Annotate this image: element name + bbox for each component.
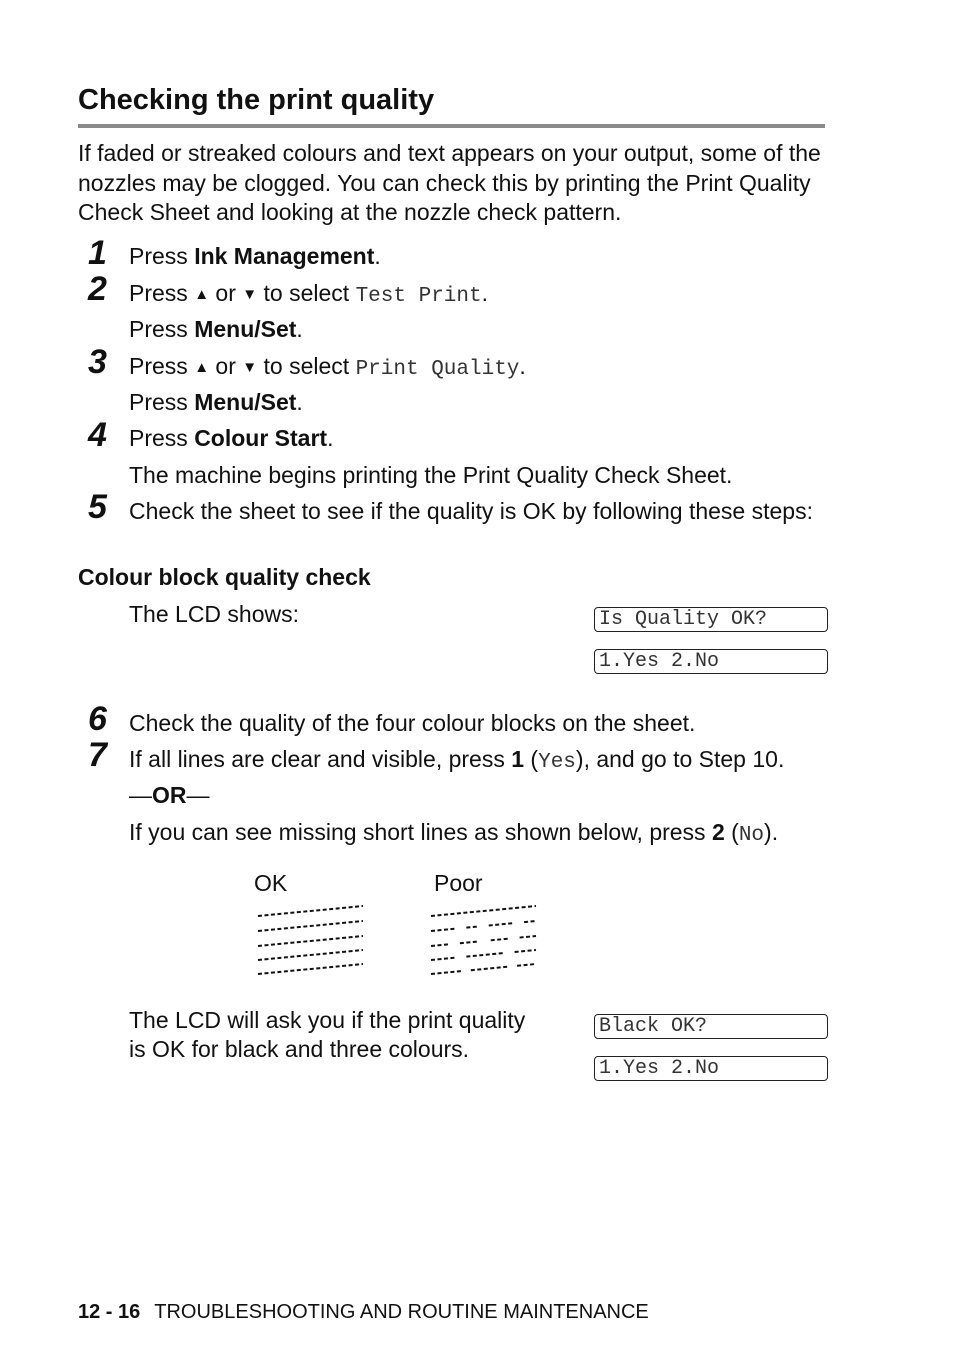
intro-paragraph: If faded or streaked colours and text appears on your output, some of the nozzles may be clogged. You can check this by printing the Print Quality Check Sheet and looking at the nozzle check pattern. [78,140,821,225]
lcd-display-line-2: 1.Yes 2.No [594,649,828,674]
poor-pattern-line [431,964,536,974]
step-3-line-2: Press Menu/Set. [129,389,303,415]
ok-pattern-line [258,964,363,974]
ok-pattern-line [258,906,363,916]
step-7-text: If all lines are clear and visible, press 1 (Yes), and go to Step 10. [129,746,785,774]
step-2-line-2: Press Menu/Set. [129,316,303,342]
step-number-7: 7 [88,736,107,774]
step-number-1: 1 [88,234,107,272]
step-4-line-2: The machine begins printing the Print Quality Check Sheet. [129,462,733,488]
lcd-shows-label: The LCD shows: [129,601,300,627]
step-number-6: 6 [88,700,107,738]
step-6-text: Check the quality of the four colour blocks on the sheet. [129,710,696,736]
lcd-display-line-2: 1.Yes 2.No [594,1056,828,1081]
title-divider [78,124,825,128]
poor-pattern-line [431,950,536,960]
ok-pattern-line [258,921,363,931]
step-4-text: Press Colour Start. [129,425,334,451]
ok-pattern-line [258,936,363,946]
page-title: Checking the print quality [78,84,435,116]
ok-pattern-line [258,950,363,960]
step-7-alternative: If you can see missing short lines as shown below, press 2 (No). [129,819,779,847]
step-number-2: 2 [88,270,107,308]
poor-pattern-line [431,906,536,916]
up-arrow-icon: ▲ [194,286,210,303]
step-2-text: Press ▲ or ▼ to select Test Print. [129,280,488,308]
nozzle-pattern-illustration [250,898,550,982]
down-arrow-icon: ▼ [242,286,258,303]
step-number-4: 4 [88,416,107,454]
step-1-text: Press Ink Management. [129,243,381,269]
step-3-text: Press ▲ or ▼ to select Print Quality. [129,353,526,381]
poor-pattern-line [431,936,536,946]
section-subheading: Colour block quality check [78,564,371,590]
step-5-text: Check the sheet to see if the quality is OK by following these steps: [129,498,813,524]
pattern-ok-label: OK [254,870,288,896]
pattern-poor-label: Poor [434,870,483,896]
page-number: 12 - 16 [78,1301,141,1323]
lcd-display-line-1: Is Quality OK? [594,607,828,632]
lcd-ask-paragraph: The LCD will ask you if the print quality is OK for black and three colours. [129,1007,526,1062]
up-arrow-icon: ▲ [194,359,210,376]
down-arrow-icon: ▼ [242,359,258,376]
page-footer [78,1300,649,1324]
lcd-display-line-1: Black OK? [594,1014,828,1039]
poor-pattern-line [431,921,536,931]
or-separator: —OR— [129,782,210,808]
section-name: TROUBLESHOOTING AND ROUTINE MAINTENANCE [154,1301,649,1323]
step-number-5: 5 [88,488,107,526]
step-number-3: 3 [88,343,107,381]
